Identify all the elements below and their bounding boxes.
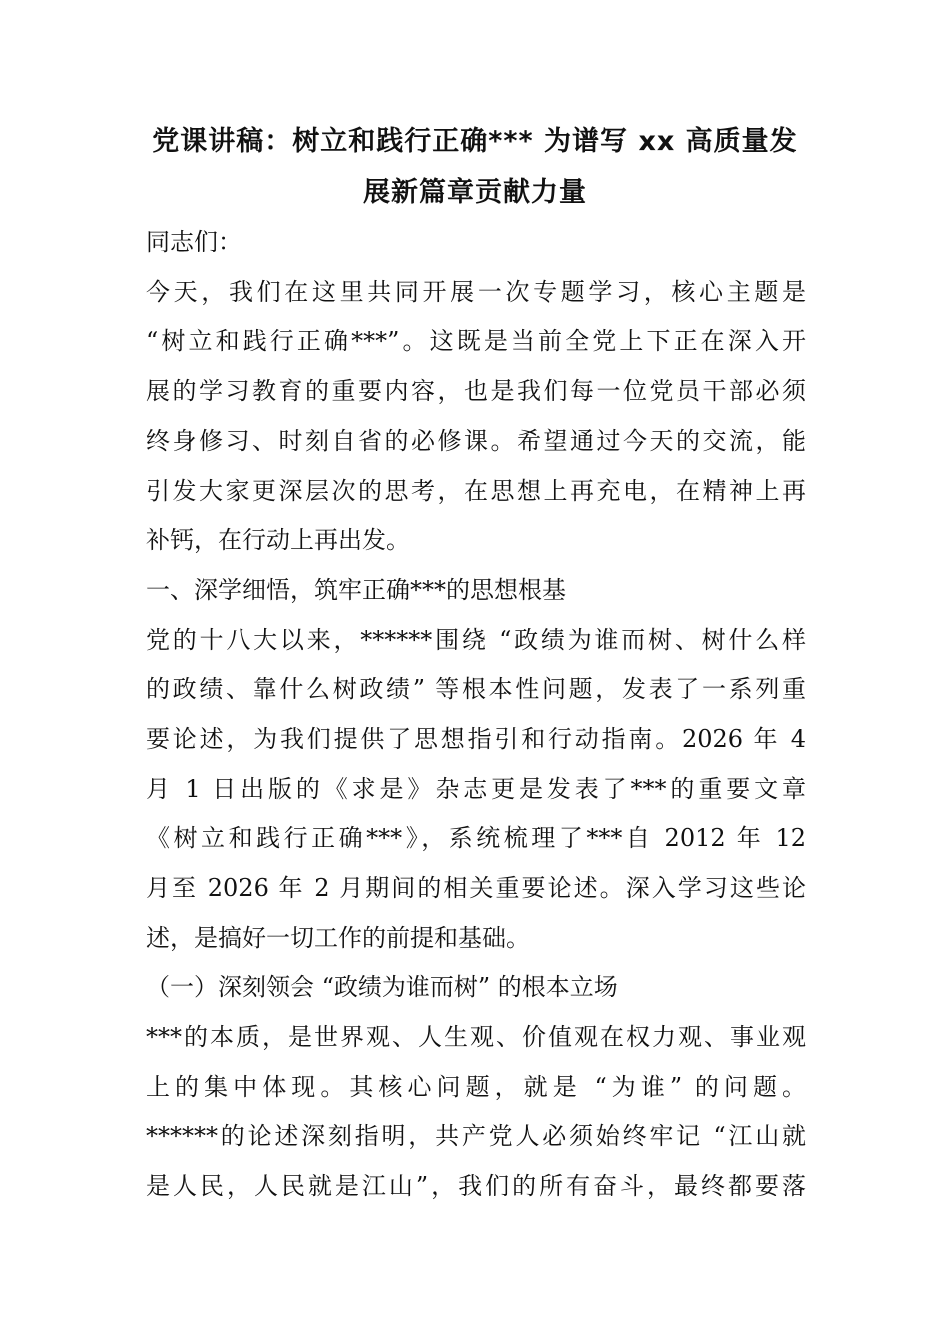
body-line: 要论述，为我们提供了思想指引和行动指南。2026 年 4 xyxy=(146,725,806,753)
document-title-line-2: 展新篇章贡献力量 xyxy=(363,177,587,208)
body-line: 月至 2026 年 2 月期间的相关重要论述。深入学习这些论 xyxy=(146,874,806,902)
body-line: 展的学习教育的重要内容，也是我们每一位党员干部必须 xyxy=(146,377,806,405)
section-heading: 一、深学细悟，筑牢正确***的思想根基 xyxy=(146,576,566,604)
body-line: 终身修习、时刻自省的必修课。希望通过今天的交流，能 xyxy=(146,427,806,455)
body-line: 的政绩、靠什么树政绩” 等根本性问题，发表了一系列重 xyxy=(146,675,806,703)
body-line: ******的论述深刻指明，共产党人必须始终牢记 “江山就 xyxy=(146,1122,806,1150)
body-line: 是人民，人民就是江山”，我们的所有奋斗，最终都要落 xyxy=(146,1172,806,1200)
body-line: 补钙，在行动上再出发。 xyxy=(146,526,410,554)
body-line: 述，是搞好一切工作的前提和基础。 xyxy=(146,924,530,952)
body-line: ***的本质，是世界观、人生观、价值观在权力观、事业观 xyxy=(146,1023,806,1051)
body-line: 引发大家更深层次的思考，在思想上再充电，在精神上再 xyxy=(146,477,806,505)
body-line: 《树立和践行正确***》，系统梳理了***自 2012 年 12 xyxy=(146,824,806,852)
body-line: “树立和践行正确***”。这既是当前全党上下正在深入开 xyxy=(146,327,806,355)
body-line: 上的集中体现。其核心问题，就是 “为谁” 的问题。 xyxy=(146,1073,806,1101)
document-title-line-1: 党课讲稿：树立和践行正确*** 为谱写 xx 高质量发 xyxy=(152,126,798,157)
subsection-heading: （一）深刻领会 “政绩为谁而树” 的根本立场 xyxy=(146,973,618,1001)
body-line: 今天，我们在这里共同开展一次专题学习，核心主题是 xyxy=(146,278,806,306)
body-line: 党的十八大以来，******围绕 “政绩为谁而树、树什么样 xyxy=(146,626,806,654)
body-line: 月 1 日出版的《求是》杂志更是发表了***的重要文章 xyxy=(146,775,806,803)
salutation: 同志们： xyxy=(146,228,242,256)
